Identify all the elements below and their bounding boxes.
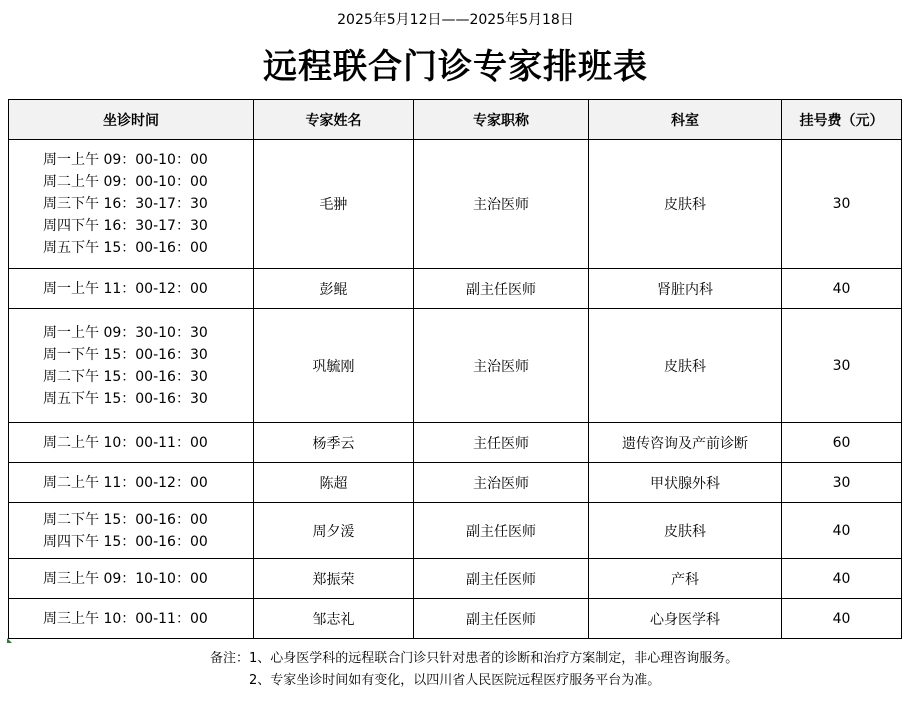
time-slot: 周二下午 15：00-16：00: [43, 511, 208, 528]
department: 皮肤科: [589, 309, 782, 423]
table-row: [9, 140, 902, 269]
registration-fee: 40: [782, 599, 902, 639]
time-slot: 周五下午 15：00-16：30: [43, 390, 208, 407]
expert-name: 毛翀: [254, 140, 414, 269]
column-header-time: 坐诊时间: [9, 100, 254, 140]
table-row: [9, 423, 902, 463]
schedule-times: [9, 269, 254, 309]
time-slot: 周四下午 15：00-16：00: [43, 533, 208, 550]
time-slot: 周二上午 11：00-12：00: [43, 474, 208, 491]
expert-title: 主治医师: [414, 463, 589, 503]
expert-name: 杨季云: [254, 423, 414, 463]
note-line: 备注：1、心身医学科的远程联合门诊只针对患者的诊断和治疗方案制定，非心理咨询服务。: [210, 651, 739, 666]
expert-name: 郑振荣: [254, 559, 414, 599]
time-slot: 周一下午 15：00-16：30: [43, 346, 208, 363]
schedule-times: [9, 423, 254, 463]
time-slot: 周一上午 09：30-10：30: [43, 324, 208, 341]
schedule-times: [9, 140, 254, 269]
expert-title: 主治医师: [414, 309, 589, 423]
time-slot: 周三上午 10：00-11：00: [43, 610, 208, 627]
column-header-name: 专家姓名: [254, 100, 414, 140]
expert-name: 周夕湲: [254, 503, 414, 559]
expert-title: 主任医师: [414, 423, 589, 463]
page-title: 远程联合门诊专家排班表: [263, 47, 648, 87]
time-slot: 周一上午 09：00-10：00: [43, 152, 208, 168]
time-slot: 周四下午 16：30-17：30: [43, 218, 208, 234]
note-line: 2、专家坐诊时间如有变化，以四川省人民医院远程医疗服务平台为准。: [249, 673, 661, 688]
department: 甲状腺外科: [589, 463, 782, 503]
expert-title: 主治医师: [414, 140, 589, 269]
time-slot: 周二下午 15：00-16：30: [43, 368, 208, 385]
table-row: [9, 503, 902, 559]
expert-name: 彭鲲: [254, 269, 414, 309]
expert-title: 副主任医师: [414, 269, 589, 309]
expert-name: 邹志礼: [254, 599, 414, 639]
table-row: [9, 559, 902, 599]
table-row: [9, 269, 902, 309]
table-row: [9, 463, 902, 503]
schedule-times: [9, 503, 254, 559]
expert-name: 陈超: [254, 463, 414, 503]
time-slot: 周二上午 10：00-11：00: [43, 434, 208, 451]
table-header-row: [9, 100, 902, 140]
schedule-times: [9, 463, 254, 503]
schedule-table: [8, 99, 902, 639]
time-slot: 周三上午 09：10-10：00: [43, 570, 208, 587]
table-row: [9, 599, 902, 639]
expert-title: 副主任医师: [414, 599, 589, 639]
corner-marker: [7, 638, 12, 643]
registration-fee: 60: [782, 423, 902, 463]
department: 心身医学科: [589, 599, 782, 639]
schedule-times: [9, 559, 254, 599]
table-row: [9, 309, 902, 423]
expert-name: 巩毓刚: [254, 309, 414, 423]
department: 遗传咨询及产前诊断: [589, 423, 782, 463]
department: 皮肤科: [589, 503, 782, 559]
registration-fee: 30: [782, 140, 902, 269]
column-header-fee: 挂号费（元）: [782, 100, 902, 140]
registration-fee: 40: [782, 269, 902, 309]
time-slot: 周三下午 16：30-17：30: [43, 196, 208, 212]
time-slot: 周二上午 09：00-10：00: [43, 174, 208, 190]
notes-section: [210, 648, 738, 692]
date-range: 2025年5月12日——2025年5月18日: [337, 12, 574, 28]
schedule-times: [9, 599, 254, 639]
time-slot: 周五下午 15：00-16：00: [43, 240, 208, 256]
time-slot: 周一上午 11：00-12：00: [43, 280, 208, 297]
department: 皮肤科: [589, 140, 782, 269]
column-header-title: 专家职称: [414, 100, 589, 140]
column-header-dept: 科室: [589, 100, 782, 140]
schedule-times: [9, 309, 254, 423]
department: 产科: [589, 559, 782, 599]
expert-title: 副主任医师: [414, 559, 589, 599]
registration-fee: 30: [782, 309, 902, 423]
expert-title: 副主任医师: [414, 503, 589, 559]
registration-fee: 40: [782, 559, 902, 599]
registration-fee: 30: [782, 463, 902, 503]
department: 肾脏内科: [589, 269, 782, 309]
registration-fee: 40: [782, 503, 902, 559]
